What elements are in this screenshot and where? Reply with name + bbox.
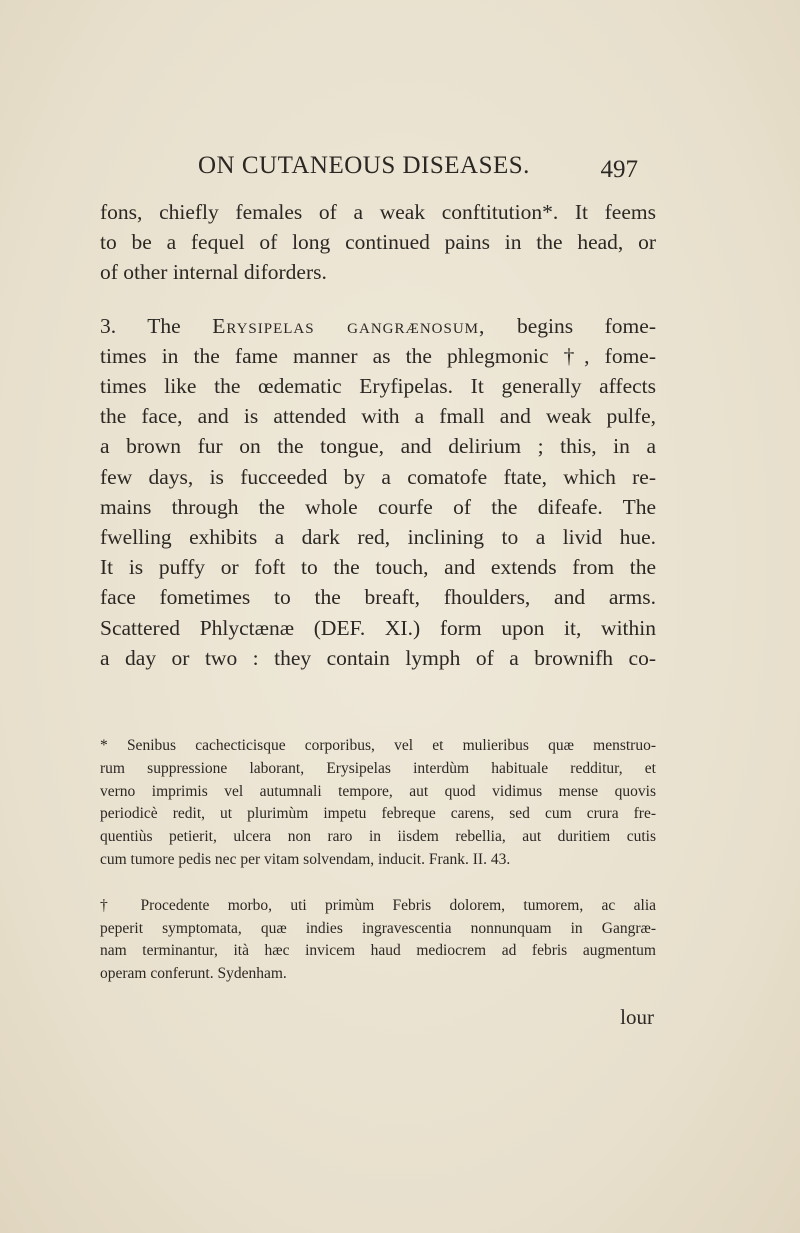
footnote-line: * Senibus cachecticisque corporibus, vel et mulieribus quæ menstruo- [100, 737, 656, 754]
text-line: to be a fequel of long continued pains in the head, or [100, 230, 656, 255]
footnote-line: † Procedente morbo, uti primùm Febris dolorem, tumorem, ac alia [100, 896, 656, 914]
footnote-line: nam terminantur, ità hæc invicem haud mediocrem ad febris augmentum [100, 942, 656, 960]
running-header [198, 152, 638, 192]
paragraph-first-rest: begins fome- [485, 313, 656, 338]
text-line: a day or two : they contain lymph of a brownifh co- [100, 645, 656, 670]
footnote-line: periodicè redit, ut plurimùm impetu febreque carens, sed cum crura fre- [100, 805, 656, 823]
text-line: times like the œdematic Eryfipelas. It generally affects [100, 374, 656, 399]
text-line: the face, and is attended with a fmall and weak pulfe, [100, 404, 656, 429]
text-line: Scattered Phlyctænæ (DEF. XI.) form upon it, within [100, 615, 656, 640]
text-line: few days, is fucceeded by a comatofe ftate, which re- [100, 464, 656, 489]
text-line: of other internal diforders. [100, 260, 327, 285]
footnote-line: verno imprimis vel autumnali tempore, aut quod vidimus mense quovis [100, 782, 656, 800]
footnote-line: rum suppressione laborant, Erysipelas interdùm habituale redditur, et [100, 759, 656, 777]
running-title: ON CUTANEOUS DISEASES. [198, 152, 530, 179]
paragraph-lead: 3. The [100, 313, 213, 338]
text-line: fons, chiefly females of a weak conftitution*. It feems [100, 200, 656, 224]
disease-name: Erysipelas gangrænosum, [212, 313, 486, 338]
text-line: mains through the whole courfe of the difeafe. The [100, 494, 656, 519]
footnote-line: operam conferunt. Sydenham. [100, 965, 287, 983]
paragraph-3-first-line [100, 311, 656, 341]
text-line: fwelling exhibits a dark red, inclining to a livid hue. [100, 525, 656, 550]
text-line: a brown fur on the tongue, and delirium ; this, in a [100, 434, 656, 459]
page-number: 497 [600, 156, 638, 183]
footnotes [100, 735, 656, 986]
text-line: face fometimes to the breaft, fhoulders, and arms. [100, 585, 656, 610]
footnote-line: quentiùs petierit, ulcera non raro in iisdem rebellia, aut duritiem cutis [100, 828, 656, 846]
main-text [100, 197, 656, 673]
catchword: lour [620, 1005, 654, 1029]
footnote-line: cum tumore pedis nec per vitam solvendam, inducit. Frank. II. 43. [100, 850, 511, 868]
footnote-line: peperit symptomata, quæ indies ingravescentia nonnunquam in Gangræ- [100, 919, 656, 937]
text-line: It is puffy or foft to the touch, and extends from the [100, 555, 656, 580]
text-line: times in the fame manner as the phlegmonic †, fome- [100, 343, 656, 368]
